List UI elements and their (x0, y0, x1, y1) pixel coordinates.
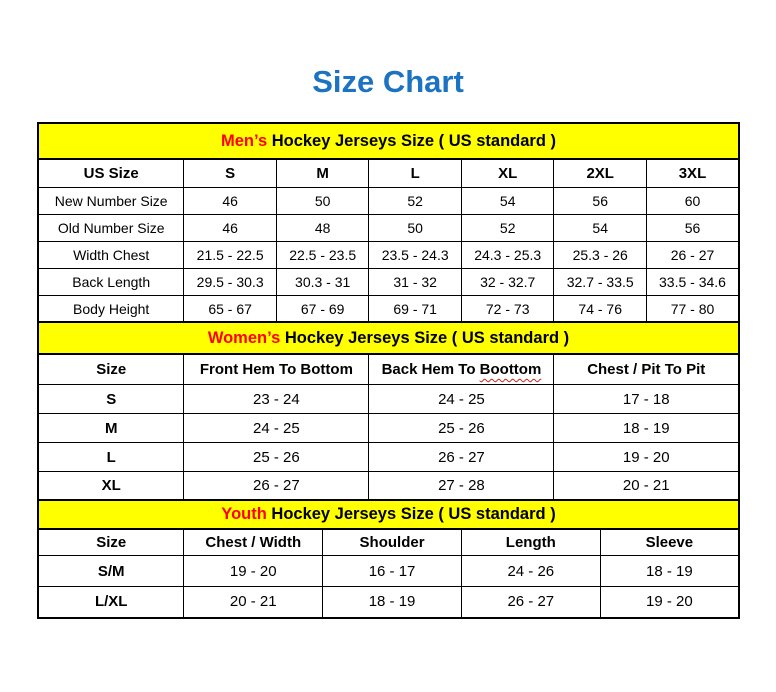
row-label: S/M (38, 556, 184, 587)
row-label: M (38, 414, 184, 443)
table-row (38, 215, 739, 242)
womens-banner-highlight: Women’s (207, 328, 281, 347)
size-value-cell: 26 - 27 (461, 587, 600, 618)
table-row (38, 385, 739, 414)
header-row (38, 354, 739, 385)
size-value-cell: 27 - 28 (369, 472, 554, 501)
mens-section-banner (37, 122, 740, 160)
size-value-cell: 54 (554, 215, 647, 242)
column-header: 3XL (646, 159, 739, 188)
column-header: Sleeve (600, 529, 739, 556)
size-value-cell: 67 - 69 (276, 296, 369, 323)
size-value-cell: 29.5 - 30.3 (184, 269, 277, 296)
table-row (38, 556, 739, 587)
column-header: S (184, 159, 277, 188)
size-value-cell: 32 - 32.7 (461, 269, 554, 296)
size-value-cell: 65 - 67 (184, 296, 277, 323)
size-chart-tables (37, 122, 740, 619)
size-value-cell: 69 - 71 (369, 296, 462, 323)
size-value-cell: 33.5 - 34.6 (646, 269, 739, 296)
misspelled-word: Boottom (479, 360, 542, 378)
size-value-cell: 52 (461, 215, 554, 242)
womens-banner-text: Hockey Jerseys Size ( US standard ) (280, 328, 570, 347)
size-value-cell: 46 (184, 188, 277, 215)
size-value-cell: 26 - 27 (184, 472, 369, 501)
size-value-cell: 16 - 17 (323, 556, 462, 587)
column-header: Front Hem To Bottom (184, 354, 369, 385)
column-header: XL (461, 159, 554, 188)
size-value-cell: 31 - 32 (369, 269, 462, 296)
table-row (38, 296, 739, 323)
row-label: XL (38, 472, 184, 501)
column-header: Chest / Width (184, 529, 323, 556)
size-value-cell: 46 (184, 215, 277, 242)
size-value-cell: 26 - 27 (369, 443, 554, 472)
table-row (38, 269, 739, 296)
size-value-cell: 74 - 76 (554, 296, 647, 323)
size-value-cell: 24 - 25 (184, 414, 369, 443)
table-row (38, 242, 739, 269)
size-value-cell: 25 - 26 (369, 414, 554, 443)
row-label: Body Height (38, 296, 184, 323)
size-value-cell: 24.3 - 25.3 (461, 242, 554, 269)
womens-size-table (37, 353, 740, 502)
size-value-cell: 19 - 20 (184, 556, 323, 587)
table-row (38, 414, 739, 443)
size-value-cell: 26 - 27 (646, 242, 739, 269)
size-value-cell: 18 - 19 (323, 587, 462, 618)
size-value-cell: 17 - 18 (554, 385, 739, 414)
table-row (38, 587, 739, 618)
table-row (38, 472, 739, 501)
size-value-cell: 50 (276, 188, 369, 215)
youth-size-table (37, 528, 740, 619)
size-value-cell: 30.3 - 31 (276, 269, 369, 296)
header-row (38, 159, 739, 188)
table-row (38, 443, 739, 472)
row-label: S (38, 385, 184, 414)
column-header: Size (38, 354, 184, 385)
size-value-cell: 60 (646, 188, 739, 215)
row-label: L (38, 443, 184, 472)
column-header: M (276, 159, 369, 188)
size-value-cell: 54 (461, 188, 554, 215)
mens-size-table (37, 158, 740, 324)
size-value-cell: 50 (369, 215, 462, 242)
youth-banner-highlight: Youth (221, 505, 267, 523)
row-label: Old Number Size (38, 215, 184, 242)
size-value-cell: 20 - 21 (554, 472, 739, 501)
column-header: US Size (38, 159, 184, 188)
row-label: New Number Size (38, 188, 184, 215)
column-header: 2XL (554, 159, 647, 188)
row-label: Back Length (38, 269, 184, 296)
header-row (38, 529, 739, 556)
size-value-cell: 18 - 19 (600, 556, 739, 587)
column-header: Chest / Pit To Pit (554, 354, 739, 385)
size-value-cell: 77 - 80 (646, 296, 739, 323)
size-value-cell: 19 - 20 (600, 587, 739, 618)
size-value-cell: 56 (646, 215, 739, 242)
size-value-cell: 24 - 26 (461, 556, 600, 587)
womens-section-banner (37, 321, 740, 355)
page-title: Size Chart (312, 64, 464, 99)
youth-banner-text: Hockey Jerseys Size ( US standard ) (266, 505, 556, 523)
column-header: Size (38, 529, 184, 556)
row-label: Width Chest (38, 242, 184, 269)
column-header: Length (461, 529, 600, 556)
size-value-cell: 48 (276, 215, 369, 242)
size-value-cell: 23.5 - 24.3 (369, 242, 462, 269)
size-value-cell: 24 - 25 (369, 385, 554, 414)
table-row (38, 188, 739, 215)
mens-banner-text: Hockey Jerseys Size ( US standard ) (267, 131, 557, 150)
size-value-cell: 23 - 24 (184, 385, 369, 414)
column-header: Back Hem To Boottom (369, 354, 554, 385)
row-label: L/XL (38, 587, 184, 618)
youth-section-banner (37, 499, 740, 530)
size-value-cell: 25 - 26 (184, 443, 369, 472)
size-value-cell: 21.5 - 22.5 (184, 242, 277, 269)
size-value-cell: 18 - 19 (554, 414, 739, 443)
size-value-cell: 25.3 - 26 (554, 242, 647, 269)
column-header: L (369, 159, 462, 188)
size-value-cell: 20 - 21 (184, 587, 323, 618)
size-value-cell: 22.5 - 23.5 (276, 242, 369, 269)
column-header: Shoulder (323, 529, 462, 556)
mens-banner-highlight: Men’s (220, 131, 268, 150)
size-value-cell: 19 - 20 (554, 443, 739, 472)
size-value-cell: 32.7 - 33.5 (554, 269, 647, 296)
size-value-cell: 56 (554, 188, 647, 215)
size-value-cell: 52 (369, 188, 462, 215)
size-value-cell: 72 - 73 (461, 296, 554, 323)
